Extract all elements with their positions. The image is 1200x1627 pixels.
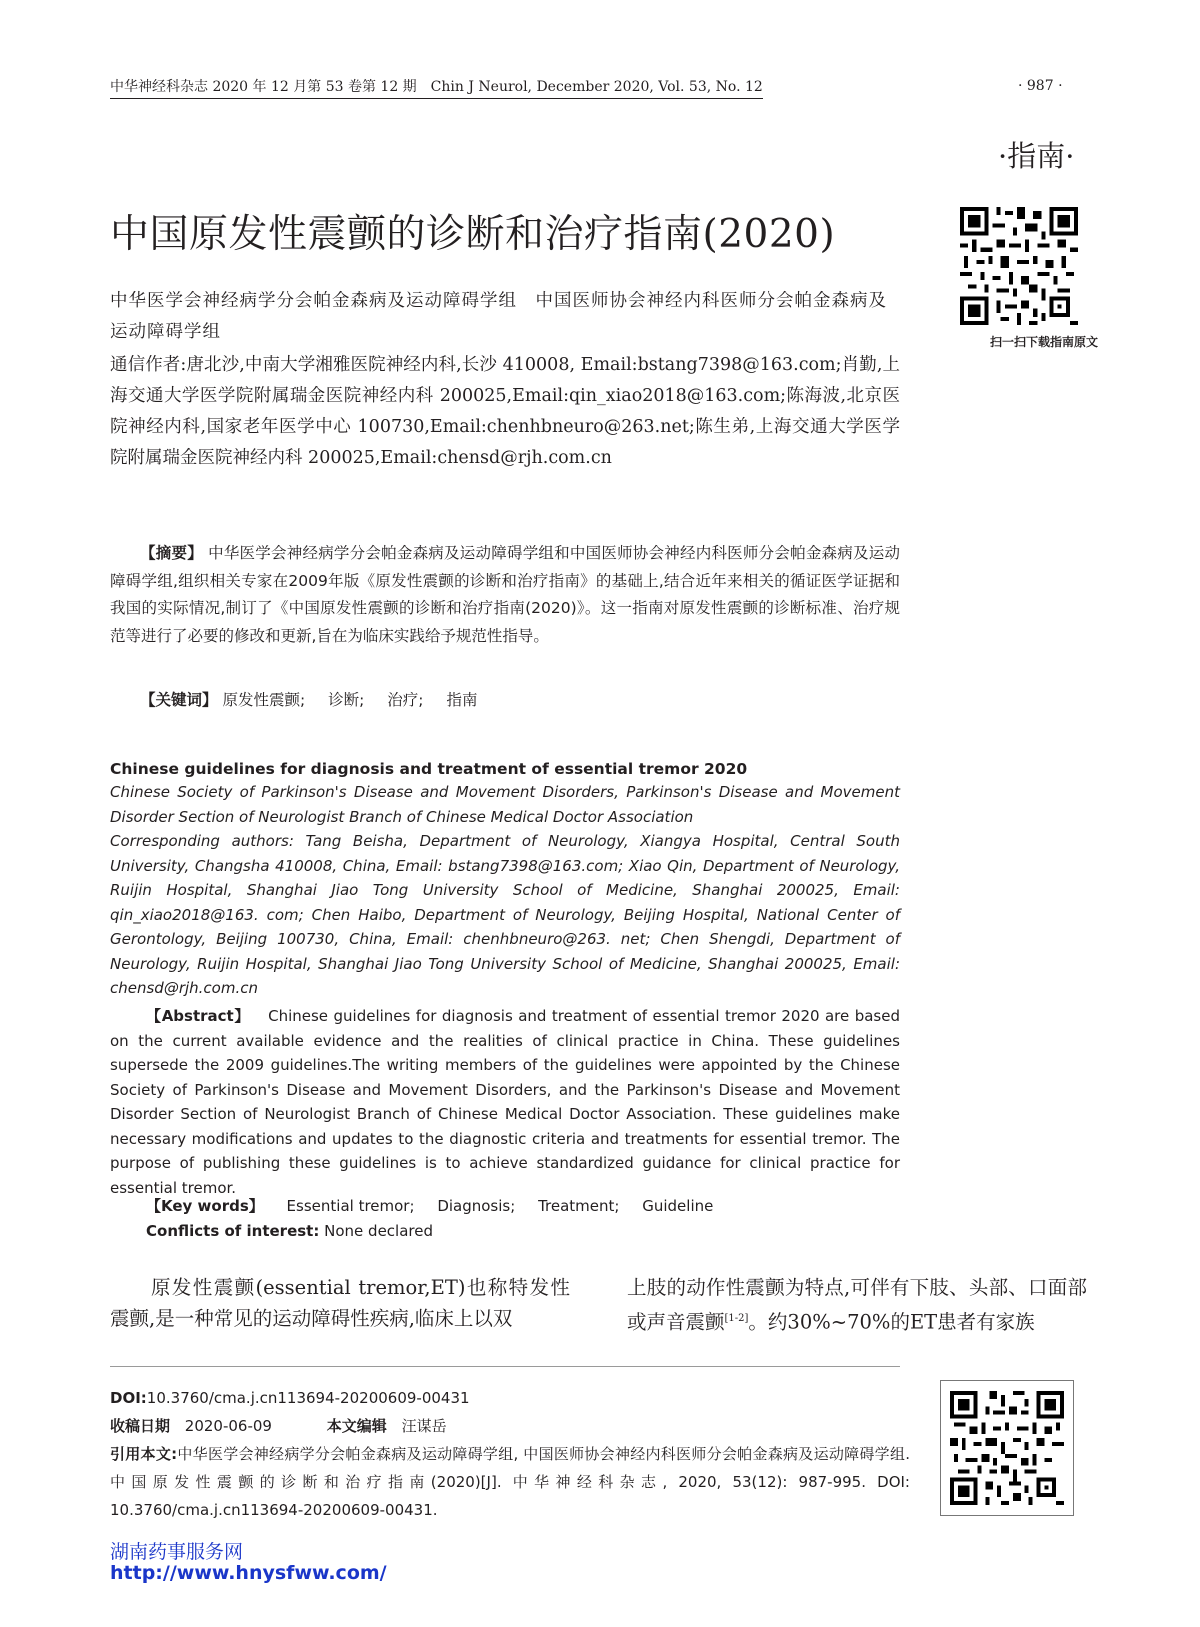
english-authors: Chinese Society of Parkinson's Disease and Movement Disorders, Parkinson's Disease and Movement Disorder Section of Neurologist Branch of Chinese Medical Doctor Association [110, 783, 900, 826]
conflicts-of-interest [110, 1219, 900, 1244]
running-header: 中华神经科杂志 2020 年 12 月第 53 卷第 12 期 Chin J Neurol, December 2020, Vol. 53, No. 12 [110, 76, 763, 99]
body-column-right [627, 1272, 1087, 1338]
keyword-en: Guideline [642, 1197, 714, 1215]
footnote-divider [110, 1366, 900, 1367]
qr-caption: 扫一扫下载指南原文 [990, 335, 1099, 349]
cite-label: 引用本文: [110, 1445, 178, 1463]
keywords-cn-label: 【关键词】 [140, 691, 218, 709]
body-right-text-a: 上肢的动作性震颤为特点,可伴有下肢、头部、口面部或声音震颤 [627, 1276, 1087, 1334]
received-editor-line [110, 1412, 910, 1440]
doi-line [110, 1384, 910, 1412]
keyword-en: Essential tremor; [286, 1197, 415, 1215]
english-keywords [110, 1194, 900, 1219]
english-title: Chinese guidelines for diagnosis and treatment of essential tremor 2020 [110, 760, 748, 778]
doi-value[interactable]: 10.3760/cma.j.cn113694-20200609-00431 [146, 1389, 470, 1407]
coi-label: Conflicts of interest: [146, 1222, 320, 1240]
editor-label: 本文编辑 [326, 1417, 387, 1435]
page-number: · 987 · [1018, 78, 1063, 94]
citation-reference: [1-2] [724, 1313, 749, 1324]
keyword-cn: 原发性震颤; [222, 691, 306, 709]
keyword-en: Diagnosis; [437, 1197, 516, 1215]
corresponding-cn: 通信作者:唐北沙,中南大学湘雅医院神经内科,长沙 410008, Email:bstang7398@163.com;肖勤,上海交通大学医学院附属瑞金医院神经内科 200025,Email:qin_xiao2018@163.com;陈海波,北京医院神经内科,国家老年医学中心 100730,Email:chenhbneuro@263.net;陈生弟,上海交通大学医学院附属瑞金医院神经内科 200025,Email:chensd@rjh.com.cn [110, 355, 900, 468]
section-tag: ·指南· [998, 139, 1075, 173]
keyword-cn: 治疗; [387, 691, 424, 709]
qr-code-frame [940, 1380, 1074, 1516]
abstract-cn-label: 【摘要】 [140, 544, 203, 562]
doi-label: DOI: [110, 1389, 147, 1407]
editor-value: 汪谋岳 [401, 1417, 447, 1435]
keywords-cn [110, 688, 900, 710]
english-keywords-label: 【Key words】 [146, 1197, 264, 1215]
qr-code-icon [950, 1391, 1064, 1509]
article-title: 中国原发性震颤的诊断和治疗指南(2020) [110, 212, 836, 257]
english-abstract-text: Chinese guidelines for diagnosis and treatment of essential tremor 2020 are based on the current available evidence and the realities of clinical practice in China. These guidelines supersede the 2009 guidelines.The writing members of the guidelines were appointed by the Chinese Society of Parkinson's Disease and Movement Disorders, and the Parkinson's Disease and Movement Disorder Section of Neurologist Branch of Chinese Medical Doctor Association. These guidelines make necessary modifications and updates to the diagnostic criteria and treatments for essential tremor. The purpose of publishing these guidelines is to achieve standardized guidance for clinical practice for essential tremor. [110, 1007, 900, 1197]
abstract-cn [110, 540, 900, 650]
keyword-en: Treatment; [538, 1197, 620, 1215]
watermark-url-link[interactable]: http://www.hnysfww.com/ [110, 1562, 387, 1584]
watermark-site-name: 湖南药事服务网 [110, 1541, 244, 1563]
coi-value: None declared [324, 1222, 433, 1240]
received-value: 2020-06-09 [184, 1417, 272, 1435]
body-right-text-b: 。约30%~70%的ET患者有家族 [748, 1310, 1035, 1334]
cite-text: 中华医学会神经病学分会帕金森病及运动障碍学组, 中国医师协会神经内科医师分会帕金森病及运动障碍学组. 中国原发性震颤的诊断和治疗指南(2020)[J]. 中华神经科杂志, 2020, 53(12): 987-995. DOI: 10.3760/cma.j.cn113694-20200609-00431. [110, 1445, 910, 1519]
keyword-cn: 诊断; [328, 691, 365, 709]
citation-line [110, 1440, 910, 1524]
authors-cn: 中华医学会神经病学分会帕金森病及运动障碍学组 中国医师协会神经内科医师分会帕金森病及运动障碍学组 [110, 291, 887, 342]
qr-code-icon [960, 207, 1078, 325]
english-abstract-label: 【Abstract】 [146, 1007, 251, 1025]
english-corresponding: Corresponding authors: Tang Beisha, Department of Neurology, Xiangya Hospital, Central South University, Changsha 410008, China, Email: bstang7398@163.com; Xiao Qin, Department of Neurology, Ruijin Hospital, Shanghai Jiao Tong University School of Medicine, Shanghai 200025, Email: qin_xiao2018@163. com; Chen Haibo, Department of Neurology, Beijing Hospital, National Center of Gerontology, Beijing 100730, China, Email: chenhbneuro@263. net; Chen Shengdi, Department of Neurology, Ruijin Hospital, Shanghai Jiao Tong University School of Medicine, Shanghai 200025, Email: chensd@rjh.com.cn [110, 832, 900, 997]
english-abstract [110, 1004, 900, 1200]
body-column-left: 原发性震颤(essential tremor,ET)也称特发性震颤,是一种常见的运动障碍性疾病,临床上以双 [110, 1276, 570, 1330]
received-label: 收稿日期 [110, 1417, 171, 1435]
abstract-cn-text: 中华医学会神经病学分会帕金森病及运动障碍学组和中国医师协会神经内科医师分会帕金森病及运动障碍学组,组织相关专家在2009年版《原发性震颤的诊断和治疗指南》的基础上,结合近年来相关的循证医学证据和我国的实际情况,制订了《中国原发性震颤的诊断和治疗指南(2020)》。这一指南对原发性震颤的诊断标准、治疗规范等进行了必要的修改和更新,旨在为临床实践给予规范性指导。 [110, 544, 900, 645]
keyword-cn: 指南 [446, 691, 478, 709]
